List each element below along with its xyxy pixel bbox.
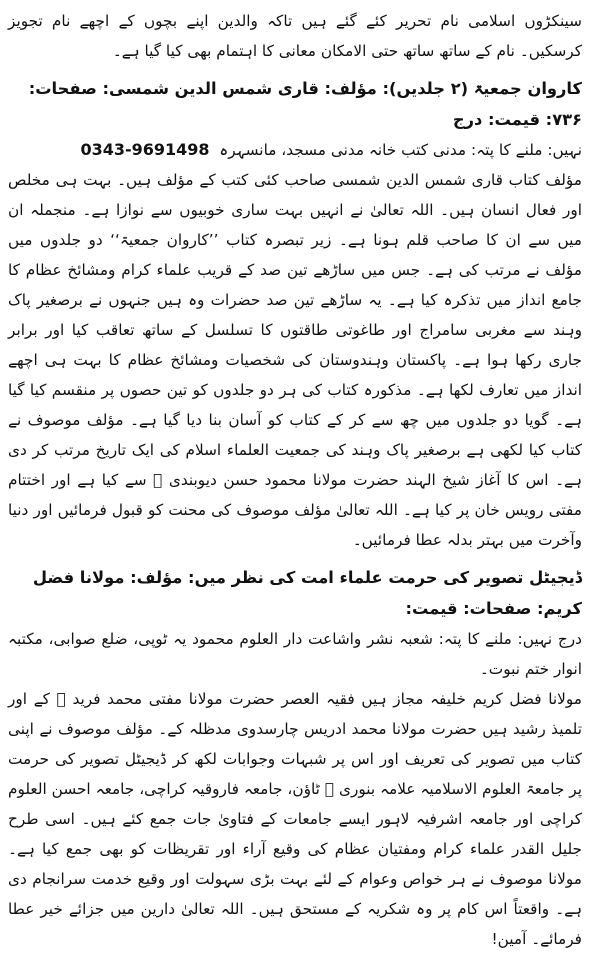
review-2-heading: ڈیجیٹل تصویر کی حرمت علماء امت کی نظر میں: مؤلف: مولانا فضل کریم: صفحات: قیمت: <box>32 568 582 618</box>
review-1-phone: 0343-9691498 <box>80 140 210 159</box>
review-2-source: درج نہیں: ملنے کا پتہ: شعبہ نشر واشاعت دار العلوم محمود یہ ٹوپی، ضلع صوابی، مکتبہ انوار ختم نبوت۔ <box>8 630 582 678</box>
review-1-source-text: نہیں: ملنے کا پتہ: مدنی کتب خانہ مدنی مسجد، مانسہرہ <box>219 141 582 159</box>
intro-paragraph: سینکڑوں اسلامی نام تحریر کئے گئے ہیں تاکہ والدین اپنے بچوں کے اچھے نام تجویز کرسکیں۔ نام کے ساتھ ساتھ حتی الامکان معانی کا اہتمام بھی کیا گیا ہے۔ <box>8 12 582 60</box>
review-1-heading: کاروان جمعیۃ (۲ جلدیں): مؤلف: قاری شمس الدین شمسی: صفحات: ۷۳۶: قیمت: درج <box>28 79 582 129</box>
review-1-source <box>8 135 582 165</box>
review-1-body: مؤلف کتاب قاری شمس الدین شمسی صاحب کئی کتب کے مؤلف ہیں۔ بہت ہی مخلص اور فعال انسان ہیں۔ اللہ تعالیٰ نے انہیں بہت ساری خوبیوں سے نوازا ہے۔ منجملہ ان میں سے ان کا صاحب قلم ہونا ہے۔ زیر تبصرہ کتاب ’’کاروان جمعیۃ‘‘ دو جلدوں میں مؤلف نے مرتب کی ہے۔ جس میں ساڑھے تین صد کے قریب علماء کرام ومشائخ عظام کا جامع انداز میں تذکرہ کیا ہے۔ یہ ساڑھے تین صد حضرات وہ ہیں جنہوں نے برصغیر پاک وہند سے مغربی سامراج اور طاغوتی طاقتوں کا تسلسل کے ساتھ تعاقب کیا اور برابر جاری رکھا ہوا ہے۔ پاکستان وہندوستان کی شخصیات ومشائخ عظام کا بہت ہی اچھے انداز میں تعارف لکھا ہے۔ مذکورہ کتاب کی ہر دو جلدوں کو تین حصوں پر منقسم کیا گیا ہے۔ گویا دو جلدوں میں چھ سے کر کے کتاب کو آسان بنا دیا گیا ہے۔ مؤلف موصوف نے کتاب کیا لکھی ہے برصغیر پاک وہند کی جمعیت العلماء اسلام کی ایک تاریخ مرتب کر دی ہے۔ اس کا آغاز شیخ الہند حضرت مولانا محمود حسن دیوبندی ﷫ سے کیا ہے اور اختتام مفتی رویس خان پر کیا ہے۔ اللہ تعالیٰ مؤلف موصوف کی محنت کو قبول فرمائیں اور دنیا وآخرت میں بہتر بدلہ عطا فرمائیں۔ <box>8 171 582 549</box>
review-2-body: مولانا فضل کریم خلیفہ مجاز ہیں فقیہ العصر حضرت مولانا مفتی محمد فرید ﷫ کے اور تلمیذ رشید ہیں حضرت مولانا محمد ادریس چارسدوی مدظلہ کے۔ مؤلف موصوف نے اپنی کتاب میں تصویر کی تعریف اور اس پر شبہات وجوابات لکھ کر ڈیجیٹل تصویر کی حرمت پر جامعۃ العلوم الاسلامیہ علامہ بنوری ﷫ ٹاؤن، جامعہ فاروقیہ کراچی، جامعہ احسن العلوم کراچی اور جامعہ اشرفیہ لاہور ایسے جامعات کے فتاویٰ جات جمع کئے ہیں۔ اسی طرح جلیل القدر علماء کرام ومفتیان عظام کی وقیع آراء اور تقریظات کو بھی جمع کیا ہے۔ مولانا موصوف نے ہر خواص وعوام کے لئے بہت بڑی سہولت اور وقیع خدمت سرانجام دی ہے۔ واقعتاً اس کام پر وہ شکریہ کے مستحق ہیں۔ اللہ تعالیٰ دارین میں جزائے خیر عطا فرمائے۔ آمین! <box>8 690 582 948</box>
